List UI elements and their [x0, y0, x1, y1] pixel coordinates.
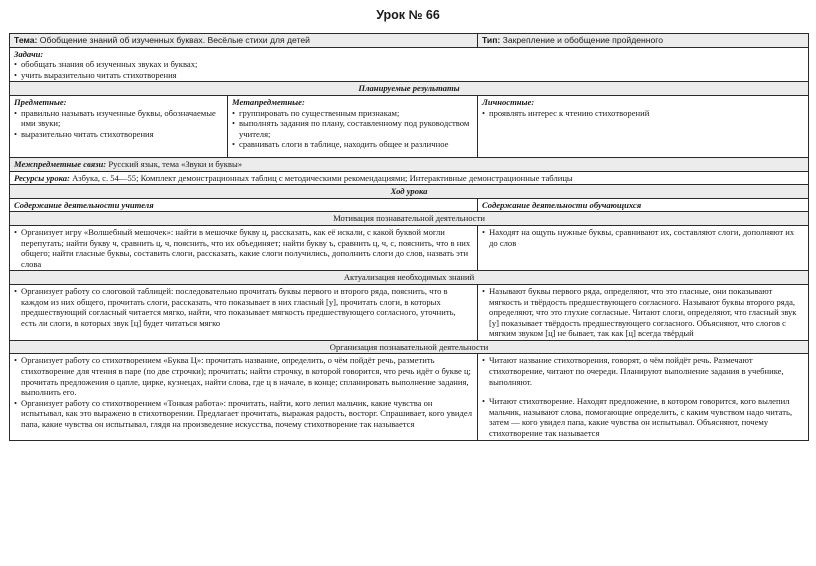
subject-results-cell	[10, 95, 228, 157]
meta-result-item: • группировать по существенным признакам;	[232, 108, 473, 119]
teacher-activity-item: • Организует работу со стихотворением «Буква Ц»: прочитать название, определить, о чём пойдёт речь, разметить стихотворение для чтения в паре (по две строчки); прочитать; найти строчку, в которой говорится, что речь идёт о букве ц; прочитать предложения о цапле, цирке, кузнецах, найти слова, где ц в начале, в конце; спланировать выполнение задания, выполнить его.	[14, 355, 473, 397]
teacher-activity-list	[14, 355, 473, 429]
type-value: Закрепление и обобщение пройденного	[502, 35, 663, 45]
activity-headers-row	[10, 198, 809, 212]
planned-results-row	[10, 95, 809, 157]
stage-motivation-teacher-cell	[10, 225, 478, 270]
tasks-list	[14, 59, 804, 80]
links-row	[10, 157, 809, 171]
personal-results-label: Личностные:	[482, 96, 535, 107]
students-activity-item: • Читают стихотворение. Находят предложение, в котором говорится, кого вылепил мальчик, называют слова, помогающие определить, с каким чувством надо читать, затем — кого увидел папа, какие чувства он испытывал. Объясняют, почему стихотворение так называется	[482, 396, 804, 438]
links-label: Межпредметные связи:	[14, 158, 107, 169]
stage-organization-header: Организация познавательной деятельности	[10, 340, 809, 354]
course-header: Ход урока	[10, 185, 809, 199]
stage-actualization-students-cell	[478, 284, 809, 340]
type-label: Тип:	[482, 35, 501, 45]
teacher-activity-header: Содержание деятельности учителя	[10, 198, 478, 212]
lesson-title: Урок № 66	[376, 8, 440, 22]
subject-result-item: • выразительно читать стихотворения	[14, 129, 223, 140]
stage-content-row	[10, 284, 809, 340]
stage-actualization-header: Актуализация необходимых знаний	[10, 271, 809, 285]
stage-actualization-teacher-cell	[10, 284, 478, 340]
meta-results-cell	[228, 95, 478, 157]
stage-motivation-header: Мотивация познавательной деятельности	[10, 212, 809, 226]
links-cell	[10, 157, 809, 171]
teacher-activity-item: • Организует работу со слоговой таблицей: последовательно прочитать буквы первого и второго ряда, пояснить, что в каждом из них общего, прочитать слоги, рассказать, что показывает в них гласный [у], прочитать слоги, в которых предшествующий согласный читается мягко, найти, что показывает мягкость предшествующего согласного, уточнить, есть ли слоги, в которых звук [ц] будет читаться мягко	[14, 286, 473, 328]
topic-cell	[10, 34, 478, 48]
resources-label: Ресурсы урока:	[14, 172, 70, 183]
subject-result-item: • правильно называть изученные буквы, обозначаемые ими звуки;	[14, 108, 223, 129]
personal-results-list	[482, 108, 804, 119]
students-activity-list	[482, 286, 804, 339]
teacher-activity-item: • Организует работу со стихотворением «Тонкая работа»: прочитать, найти, кого лепил мальчик, какие чувства он испытывал, как это выражено в стихотворении. Предлагает прочитать, выражая радость, восторг. Спрашивает, кого увидел папа, какие чувства он испытывал, глядя на произведение искусства, почему стихотворение так называется	[14, 398, 473, 430]
stage-header-row	[10, 271, 809, 285]
resources-row	[10, 171, 809, 185]
students-activity-item: • Находят на ощупь нужные буквы, сравнивают их, составляют слоги, дополняют их до слов	[482, 227, 804, 248]
stage-header-row	[10, 340, 809, 354]
stage-content-row	[10, 225, 809, 270]
resources-cell	[10, 171, 809, 185]
meta-results-label: Метапредметные:	[232, 96, 305, 107]
teacher-activity-list	[14, 227, 473, 269]
type-cell	[478, 34, 809, 48]
topic-label: Тема:	[14, 35, 38, 45]
course-header-row	[10, 185, 809, 199]
stage-motivation-students-cell	[478, 225, 809, 270]
links-value: Русский язык, тема «Звуки и буквы»	[108, 158, 243, 169]
students-activity-header: Содержание деятельности обучающихся	[478, 198, 809, 212]
stage-organization-teacher-cell	[10, 354, 478, 440]
stage-organization-students-cell	[478, 354, 809, 440]
resources-value: Азбука, с. 54—55; Комплект демонстрационных таблиц с методическими рекомендациями; Интерактивные демонстрационные таблицы	[72, 172, 573, 183]
planned-results-header: Планируемые результаты	[10, 82, 809, 96]
stage-content-row	[10, 354, 809, 440]
personal-result-item: • проявлять интерес к чтению стихотворений	[482, 108, 804, 119]
students-activity-list	[482, 355, 804, 438]
personal-results-cell	[478, 95, 809, 157]
subject-results-label: Предметные:	[14, 96, 67, 107]
task-item: • обобщать знания об изученных звуках и буквах;	[14, 59, 804, 70]
students-activity-list	[482, 227, 804, 248]
subject-results-list	[14, 108, 223, 140]
tasks-cell	[10, 47, 809, 82]
list-spacer	[482, 387, 804, 396]
stage-header-row	[10, 212, 809, 226]
meta-result-item: • сравнивать слоги в таблице, находить общее и различное	[232, 139, 473, 150]
meta-results-list	[232, 108, 473, 150]
teacher-activity-list	[14, 286, 473, 328]
students-activity-item: • Читают название стихотворения, говорят, о чём пойдёт речь. Размечают стихотворение, читают по очереди. Планируют выполнение задания в учебнике, выполняют.	[482, 355, 804, 387]
topic-value: Обобщение знаний об изученных буквах. Весёлые стихи для детей	[39, 35, 310, 45]
task-item: • учить выразительно читать стихотворения	[14, 70, 804, 81]
planned-results-header-row	[10, 82, 809, 96]
teacher-activity-item: • Организует игру «Волшебный мешочек»: найти в мешочке букву ц, рассказать, как её искали, с какой буквой могли перепутать; найти букву ч, сравнить ц, ч, пояснить, что их объединяет; найти букву ъ, сравнить ц, ч, с, пояснить, что в них общего; найти гласные буквы, составить слоги, рассказать, какие слоги получились, дополнить слоги до слов, назвать эти слова	[14, 227, 473, 269]
students-activity-item: • Называют буквы первого ряда, определяют, что это гласные, они показывают мягкость и твёрдость предшествующего согласного. Называют буквы второго ряда, определяют, что это глухие согласные. Читают слоги, определяют, что гласный звук [у] показывает твёрдость предшествующего согласного. Объясняют, что слогов с мягким звуком [ц] не бывает, так как [ц] всегда твёрдый	[482, 286, 804, 339]
tasks-row	[10, 47, 809, 82]
topic-row	[10, 34, 809, 48]
lesson-plan-table	[9, 33, 809, 441]
meta-result-item: • выполнять задания по плану, составленному под руководством учителя;	[232, 118, 473, 139]
tasks-label: Задачи:	[14, 48, 44, 59]
